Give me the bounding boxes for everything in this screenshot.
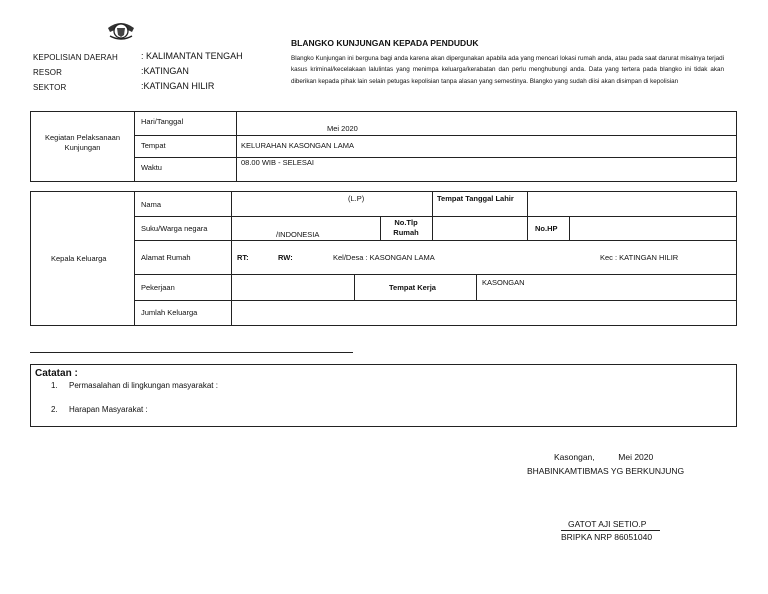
- catatan-title: Catatan :: [35, 368, 78, 379]
- form-title: BLANGKO KUNJUNGAN KEPADA PENDUDUK: [291, 38, 479, 48]
- value-kec: Kec : KATINGAN HILIR: [600, 253, 679, 262]
- label-pekerjaan: Pekerjaan: [141, 283, 175, 292]
- value-kel-desa: Kel/Desa : KASONGAN LAMA: [333, 253, 435, 262]
- value-tempat: KELURAHAN KASONGAN LAMA: [241, 141, 354, 150]
- keluarga-section-label: Kepala Keluarga: [51, 254, 107, 263]
- label-no-hp: No.HP: [535, 224, 558, 233]
- label-rw: RW:: [278, 253, 293, 262]
- value-tempat-kerja: KASONGAN: [482, 278, 525, 287]
- label-suku: Suku/Warga negara: [141, 224, 208, 233]
- form-description: Blangko Kunjungan ini berguna bagi anda karena akan dipergunakan apabila ada yang mencari lokasi rumah anda, atau pada saat darurat misalnya terjadi kasus kriminal/kecelakaan lalulintas yang menimpa keluarga/kerabatan dan perlu menghubungi anda. Data yang tertera pada blangko ini tidak akan diberikan kepada pihak lain selain petugas kepolisian tanpa alasan yang semestinya. Blangko yang sudah diisi akan disimpan di kepolisian: [291, 55, 724, 85]
- header-value-resor: :KATINGAN: [141, 66, 189, 76]
- police-emblem-icon: [104, 18, 138, 40]
- catatan-item-2-number: 2.: [51, 405, 58, 414]
- signature-name: GATOT AJI SETIO.P: [568, 519, 647, 529]
- catatan-item-2-text: Harapan Masyarakat :: [69, 405, 148, 414]
- signature-rank-nrp: BRIPKA NRP 86051040: [561, 532, 653, 542]
- signature-underline: [561, 530, 660, 531]
- label-ttl: Tempat Tanggal Lahir: [437, 194, 514, 203]
- header-label-resor: RESOR: [33, 68, 62, 77]
- kegiatan-table: [30, 111, 737, 182]
- label-alamat: Alamat Rumah: [141, 253, 191, 262]
- catatan-item-1-text: Permasalahan di lingkungan masyarakat :: [69, 381, 218, 390]
- label-nama: Nama: [141, 200, 162, 209]
- kegiatan-section-label: Kegiatan Pelaksanaan Kunjungan: [44, 133, 121, 152]
- value-nama: (L.P): [348, 194, 365, 203]
- label-rt: RT:: [237, 253, 249, 262]
- label-tempat: Tempat: [141, 141, 166, 150]
- separator-line: [30, 352, 353, 353]
- header-label-sektor: SEKTOR: [33, 83, 67, 92]
- signature-place-date: Kasongan, Mei 2020: [554, 452, 654, 462]
- label-hari-tanggal: Hari/Tanggal: [141, 117, 184, 126]
- label-tempat-kerja: Tempat Kerja: [389, 283, 436, 292]
- value-suku: /INDONESIA: [276, 230, 320, 239]
- label-waktu: Waktu: [141, 163, 162, 172]
- label-jumlah-keluarga: Jumlah Keluarga: [141, 308, 198, 317]
- header-value-polda: : KALIMANTAN TENGAH: [141, 51, 243, 61]
- header-label-polda: KEPOLISIAN DAERAH: [33, 53, 118, 62]
- catatan-item-1-number: 1.: [51, 381, 58, 390]
- value-hari-tanggal: Mei 2020: [327, 124, 358, 133]
- header-value-sektor: :KATINGAN HILIR: [141, 81, 215, 91]
- catatan-box: [30, 364, 737, 427]
- value-waktu: 08.00 WIB - SELESAI: [241, 158, 314, 167]
- label-no-tlp: No.Tlp Rumah: [393, 218, 419, 237]
- signature-role: BHABINKAMTIBMAS YG BERKUNJUNG: [527, 466, 685, 476]
